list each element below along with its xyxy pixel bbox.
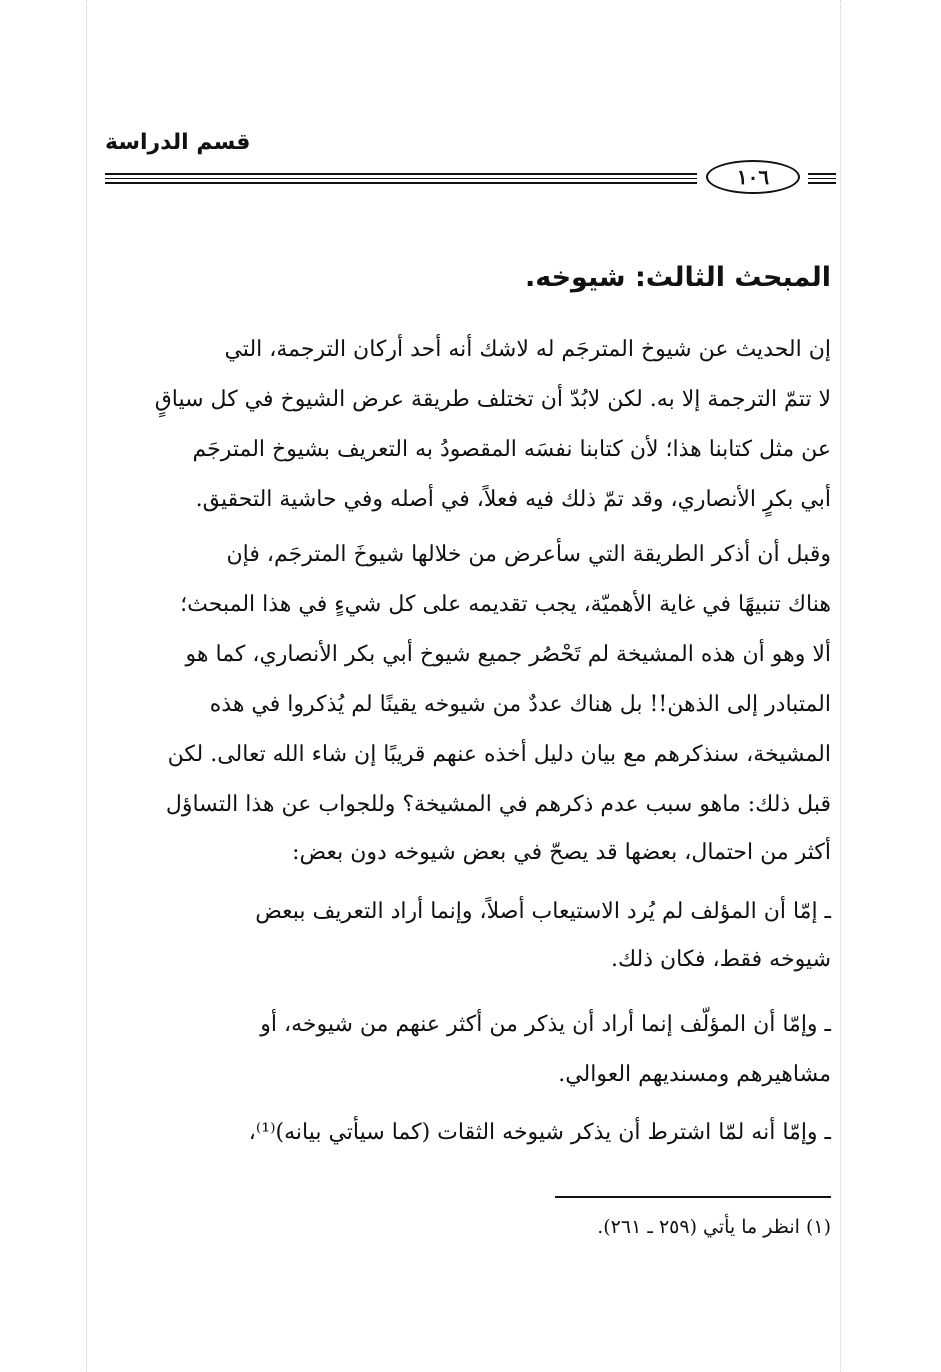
scan-artifact-left	[86, 0, 87, 1372]
body-line: ـ وإمّا أن المؤلّف إنما أراد أن يذكر من أكثر عنهم من شيوخه، أو	[260, 1012, 831, 1037]
body-line: قبل ذلك: ماهو سبب عدم ذكرهم في المشيخة؟ وللجواب عن هذا التساؤل	[165, 792, 831, 817]
body-line: أكثر من احتمال، بعضها قد يصحّ في بعض شيوخه دون بعض:	[292, 840, 831, 865]
footnote-separator	[555, 1196, 831, 1198]
body-line: وقبل أن أذكر الطريقة التي سأعرض من خلالها شيوخَ المترجَم، فإن	[226, 542, 831, 567]
body-line: المتبادر إلى الذهن!! بل هناك عددٌ من شيوخه يقينًا لم يُذكروا في هذه	[209, 692, 831, 717]
body-line: مشاهيرهم ومسنديهم العوالي.	[558, 1062, 831, 1087]
body-line: شيوخه فقط، فكان ذلك.	[611, 947, 831, 972]
body-line: ـ وإمّا أنه لمّا اشترط أن يذكر شيوخه الثقات (كما سيأتي بيانه)⁽¹⁾،	[248, 1120, 831, 1145]
body-line: ألا وهو أن هذه المشيخة لم تَحْصُر جميع شيوخ أبي بكر الأنصاري، كما هو	[185, 642, 831, 667]
body-line: المشيخة، سنذكرهم مع بيان دليل أخذه عنهم قريبًا إن شاء الله تعالى. لكن	[167, 742, 831, 767]
header-rule-short	[808, 173, 836, 175]
scan-artifact-right	[840, 0, 841, 1372]
body-line: إن الحديث عن شيوخ المترجَم له لاشك أنه أحد أركان الترجمة، التي	[224, 337, 831, 362]
body-line: أبي بكرٍ الأنصاري، وقد تمّ ذلك فيه فعلاً، في أصله وفي حاشية التحقيق.	[195, 487, 831, 512]
running-header-title: قسم الدراسة	[105, 130, 251, 155]
body-line: ـ إمّا أن المؤلف لم يُرد الاستيعاب أصلاً، وإنما أراد التعريف ببعض	[255, 899, 831, 924]
header-rule	[105, 173, 697, 175]
header-rule-short	[808, 178, 836, 179]
header-rule	[105, 182, 697, 184]
body-line: لا تتمّ الترجمة إلا به. لكن لابُدّ أن تختلف طريقة عرض الشيوخ في كل سياقٍ	[154, 387, 831, 412]
chapter-heading: المبحث الثالث: شيوخه.	[524, 262, 831, 293]
header-rule-short	[808, 182, 836, 184]
footnote: (١) انظر ما يأتي (٢٥٩ ـ ٢٦١).	[597, 1216, 831, 1238]
header-rule	[105, 178, 697, 179]
body-line: هناك تنبيهًا في غاية الأهميّة، يجب تقديمه على كل شيءٍ في هذا المبحث؛	[180, 592, 831, 617]
page-number: ١٠٦	[706, 160, 800, 194]
body-line: عن مثل كتابنا هذا؛ لأن كتابنا نفسَه المقصودُ به التعريف بشيوخ المترجَم	[192, 437, 831, 462]
